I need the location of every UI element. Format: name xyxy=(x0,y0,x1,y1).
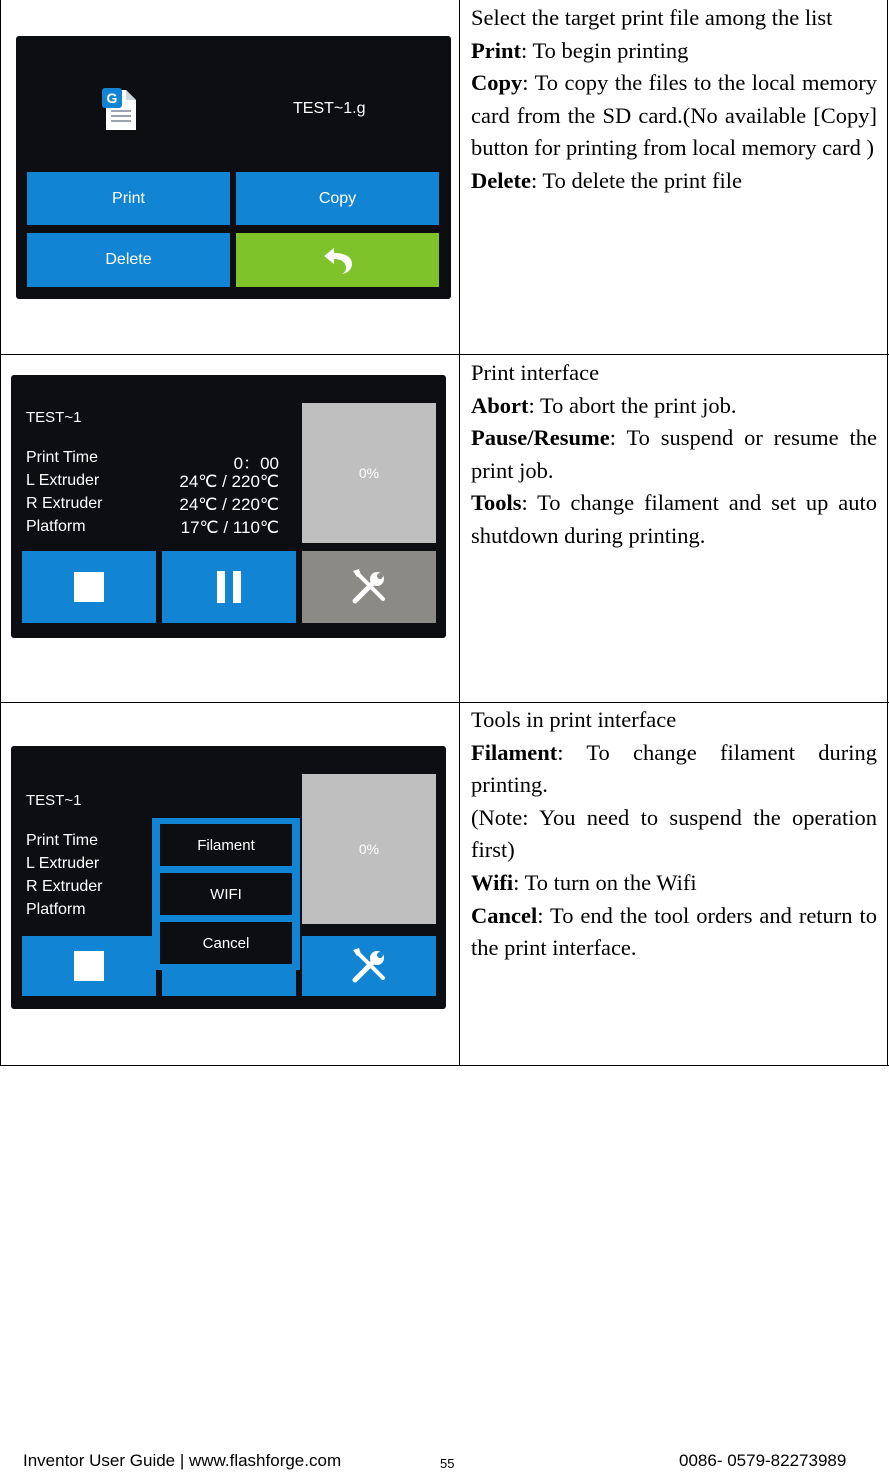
term-text: : To begin printing xyxy=(521,37,689,63)
term: Cancel xyxy=(471,902,538,928)
tools-icon xyxy=(349,946,389,986)
row-3-description xyxy=(471,704,877,965)
table-row-divider xyxy=(0,702,889,703)
term: Print xyxy=(471,37,521,63)
term-text: : To abort the print job. xyxy=(528,392,737,418)
description-item xyxy=(471,900,877,965)
term-text: : To change filament during printing. xyxy=(471,739,877,798)
preview-panel xyxy=(302,403,436,543)
term: Wifi xyxy=(471,869,514,895)
tools-popup-menu xyxy=(152,818,300,970)
term-text: : To turn on the Wifi xyxy=(513,869,697,895)
file-select-screen xyxy=(16,36,451,299)
cancel-menu-item[interactable]: Cancel xyxy=(160,922,292,964)
abort-button[interactable] xyxy=(22,936,156,996)
file-name: TEST~1.g xyxy=(293,100,366,117)
r-extruder-value: 24℃ / 220℃ xyxy=(179,495,279,514)
table-border-left xyxy=(0,0,1,1066)
stop-icon xyxy=(74,951,104,981)
tools-icon xyxy=(349,567,389,607)
print-time-value: 0：00 xyxy=(233,454,279,473)
stat-label: Print Time xyxy=(26,832,99,849)
description-item xyxy=(471,67,877,165)
filament-menu-item[interactable]: Filament xyxy=(160,824,292,866)
term: Abort xyxy=(471,392,529,418)
platform-value: 17℃ / 110℃ xyxy=(180,518,279,537)
stat-label: L Extruder xyxy=(26,855,100,872)
term-text: : To suspend or resume the print job. xyxy=(471,425,877,483)
row-1-description xyxy=(471,2,877,198)
pause-icon xyxy=(215,571,243,603)
abort-button[interactable] xyxy=(22,551,156,623)
description-intro: Print interface xyxy=(471,360,600,385)
preview-panel xyxy=(302,774,436,924)
stat-label: R Extruder xyxy=(26,495,103,512)
description-item xyxy=(471,35,877,68)
progress-percent: 0% xyxy=(358,465,380,481)
back-arrow-icon xyxy=(321,243,355,277)
tools-button[interactable] xyxy=(302,936,436,996)
table-column-divider xyxy=(459,0,460,1066)
table-border-right xyxy=(887,0,888,1066)
term-text: : To copy the files to the local memory card from the SD card.(No available [Copy] button for printing from local memory card ) xyxy=(471,70,877,161)
delete-button[interactable]: Delete xyxy=(27,233,230,287)
term: Filament xyxy=(471,739,558,765)
print-interface-screen xyxy=(11,375,446,638)
print-button[interactable]: Print xyxy=(27,172,230,225)
description-item xyxy=(471,487,877,552)
stat-label: R Extruder xyxy=(26,878,103,895)
stat-label: Platform xyxy=(26,901,86,918)
footer-guide: Inventor User Guide | www.flashforge.com xyxy=(23,1451,342,1470)
file-icon xyxy=(102,88,138,132)
page-number: 55 xyxy=(440,1456,455,1471)
description-intro: Tools in print interface xyxy=(471,707,677,732)
stat-label: Print Time xyxy=(26,449,99,466)
term-text: : To delete the print file xyxy=(530,167,743,193)
term-text: : To end the tool orders and return to the print interface. xyxy=(471,902,877,961)
file-icon-letter: G xyxy=(106,90,118,106)
term: Pause/Resume xyxy=(471,425,610,451)
job-name: TEST~1 xyxy=(26,792,82,809)
term-text: : To change filament and set up auto shutdown during printing. xyxy=(471,490,877,548)
progress-percent: 0% xyxy=(358,841,380,857)
stat-label: L Extruder xyxy=(26,472,100,489)
pause-button[interactable] xyxy=(162,551,296,623)
table-border-bottom xyxy=(0,1065,889,1066)
tools-menu-screen xyxy=(11,746,446,1009)
row-2-description xyxy=(471,357,877,553)
description-item xyxy=(471,422,877,487)
copy-button[interactable]: Copy xyxy=(236,172,439,225)
description-item xyxy=(471,802,877,867)
description-intro: Select the target print file among the list xyxy=(471,5,833,30)
term-text: (Note: You need to suspend the operation first) xyxy=(471,804,877,863)
term: Tools xyxy=(471,490,522,516)
description-item xyxy=(471,165,877,198)
table-row-divider xyxy=(0,354,889,355)
description-item xyxy=(471,737,877,802)
stop-icon xyxy=(74,572,104,602)
term: Delete xyxy=(471,167,531,193)
back-button[interactable] xyxy=(236,233,439,287)
description-item xyxy=(471,390,877,423)
description-item xyxy=(471,867,877,900)
tools-button[interactable] xyxy=(302,551,436,623)
stat-label: Platform xyxy=(26,518,86,535)
wifi-menu-item[interactable]: WIFI xyxy=(160,873,292,915)
l-extruder-value: 24℃ / 220℃ xyxy=(179,472,279,491)
footer-phone: 0086- 0579-82273989 xyxy=(679,1451,847,1470)
job-name: TEST~1 xyxy=(26,409,82,426)
term: Copy xyxy=(471,70,523,96)
